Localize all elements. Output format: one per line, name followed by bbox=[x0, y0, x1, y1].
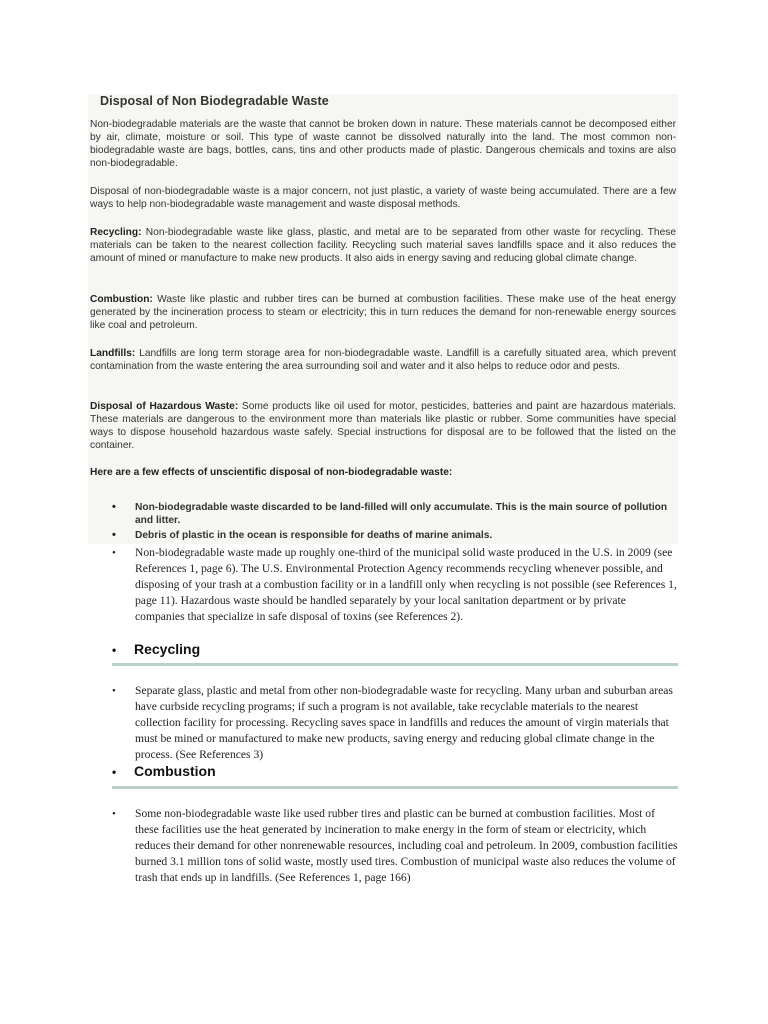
combustion-heading: • Combustion bbox=[112, 763, 216, 779]
landfills-text: Landfills are long term storage area for non-biodegradable waste. Landfill is a carefully situated area, which prevent contamination from the waste entering the area surrounding soil and water and it also helps to reduce odor and pests. bbox=[90, 348, 676, 372]
effects-intro: Here are a few effects of unscientific disposal of non-biodegradable waste: bbox=[90, 467, 453, 478]
hazardous-paragraph bbox=[90, 400, 676, 452]
combustion-list bbox=[90, 806, 678, 886]
hazardous-text: Some products like oil used for motor, pesticides, batteries and paint are hazardous materials. These materials are dangerous to the environment more than materials like plastic or rubber. Some communities have special ways to dispose household hazardous waste safely. Special instructions for disposal are to be followed that the listed on the container. bbox=[90, 401, 676, 451]
list-item: • Separate glass, plastic and metal from other non-biodegradable waste for recycling. Many urban and suburban areas have curbside recycling programs; if such a program is not available, take recyclable materials to the nearest collection facility for processing. Recycling saves space in landfills and reduces the amount of virgin materials that must be mined or manufactured to make new products, saving energy and reducing global climate change in the process. (See References 3) bbox=[90, 683, 678, 763]
combustion-heading-text: Combustion bbox=[134, 763, 216, 779]
intro-paragraph: Non-biodegradable materials are the waste that cannot be broken down in nature. These materials cannot be decomposed either by air, climate, moisture or soil. This type of waste cannot be dissolved naturally into the land. The most common non-biodegradable waste are bags, bottles, cans, tins and other products made of plastic. Dangerous chemicals and toxins are also non-biodegradable. bbox=[90, 119, 676, 169]
combustion-paragraph bbox=[90, 293, 676, 332]
landfills-paragraph bbox=[90, 347, 676, 373]
list-item: • Some non-biodegradable waste like used rubber tires and plastic can be burned at combustion facilities. Most of these facilities use the heat generated by incineration to make energy in the form of steam or electricity, which reduces their demand for other nonrenewable resources, including coal and petroleum. In 2009, combustion facilities burned 3.1 million tons of solid waste, mostly used tires. Combustion of municipal waste also reduces the volume of trash that ends up in landfills. (See References 1, page 166) bbox=[90, 806, 678, 886]
recycling-paragraph bbox=[90, 226, 676, 265]
recycling-list bbox=[90, 683, 678, 763]
hazardous-label: Disposal of Hazardous Waste: bbox=[90, 401, 239, 412]
section-divider bbox=[112, 663, 678, 666]
concern-paragraph: Disposal of non-biodegradable waste is a major concern, not just plastic, a variety of waste being accumulated. There are a few ways to help non-biodegradable waste management and waste disposal methods. bbox=[90, 186, 676, 210]
landfills-label: Landfills: bbox=[90, 348, 136, 359]
list-item: • Non-biodegradable waste made up roughly one-third of the municipal solid waste produced in the U.S. in 2009 (see References 1, page 6). The U.S. Environmental Protection Agency recommends recycling whenever possible, and disposing of your trash at a combustion facility or in a landfill only when recycling is not possible (see References 1, page 11). Hazardous waste should be handled separately by your local sanitation department or by private companies that specialize in safe disposal of toxins (see References 2). bbox=[90, 545, 678, 625]
combustion-text: Waste like plastic and rubber tires can be burned at combustion facilities. These make use of the heat energy generated by the incineration process to steam or electricity; this in turn reduces the demand for non-renewable energy sources like coal and petroleum. bbox=[90, 294, 676, 331]
recycling-text: Non-biodegradable waste like glass, plastic, and metal are to be separated from other waste for recycling. These materials can be taken to the nearest collection facility. Recycling such material saves landfills space and it also reduces the amount of mined or manufacture to make new products. It also aids in energy saving and reducing global climate change. bbox=[90, 227, 676, 264]
section-divider bbox=[112, 786, 678, 789]
effects-list bbox=[90, 501, 678, 544]
page-title: Disposal of Non Biodegradable Waste bbox=[100, 94, 329, 108]
recycling-heading: • Recycling bbox=[112, 641, 201, 657]
recycling-heading-text: Recycling bbox=[134, 641, 201, 657]
list-item: • Debris of plastic in the ocean is responsible for deaths of marine animals. bbox=[90, 529, 678, 542]
combustion-label: Combustion: bbox=[90, 294, 153, 305]
facts-list bbox=[90, 545, 678, 625]
list-item: • Non-biodegradable waste discarded to be land-filled will only accumulate. This is the main source of pollution and litter. bbox=[90, 501, 678, 527]
recycling-label: Recycling: bbox=[90, 227, 142, 238]
